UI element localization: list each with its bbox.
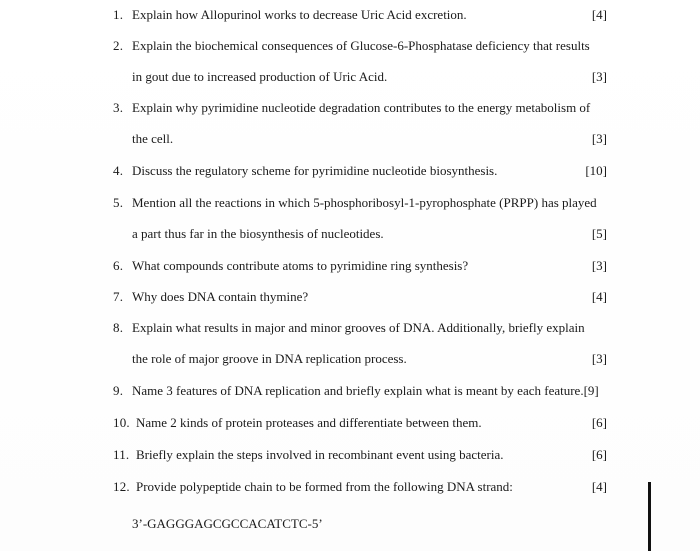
question-3-continued <box>0 130 700 148</box>
question-12 <box>0 478 700 496</box>
question-number: 5. <box>113 195 124 210</box>
question-number: 7. <box>113 289 124 304</box>
question-text: Provide polypeptide chain to be formed from the following DNA strand: <box>136 479 513 494</box>
question-text: Mention all the reactions in which 5-phosphoribosyl-1-pyrophosphate (PRPP) has played <box>132 195 597 210</box>
question-5-continued <box>0 225 700 243</box>
question-2 <box>0 37 700 55</box>
question-marks: [3] <box>591 351 607 366</box>
question-1 <box>0 6 700 24</box>
question-marks: [3] <box>591 131 607 146</box>
question-marks: [6] <box>591 415 607 430</box>
question-marks: [4] <box>591 7 607 22</box>
question-text: a part thus far in the biosynthesis of nucleotides. <box>132 226 384 241</box>
question-number: 4. <box>113 163 124 178</box>
question-text: Why does DNA contain thymine? <box>132 289 309 304</box>
question-text: Explain why pyrimidine nucleotide degradation contributes to the energy metabolism of <box>132 100 591 115</box>
question-text: Explain what results in major and minor grooves of DNA. Additionally, briefly explain <box>132 320 585 335</box>
question-marks: [10] <box>585 163 607 178</box>
question-number: 2. <box>113 38 124 53</box>
question-6 <box>0 257 700 275</box>
question-number: 6. <box>113 258 124 273</box>
question-text: the role of major groove in DNA replication process. <box>132 351 407 366</box>
page-edge-divider <box>648 482 651 551</box>
question-number: 12. <box>113 479 130 494</box>
question-11 <box>0 446 700 464</box>
dna-strand: 3’-GAGGGAGCGCCACATCTC-5’ <box>132 516 323 531</box>
question-4 <box>0 162 700 180</box>
question-text: Briefly explain the steps involved in recombinant event using bacteria. <box>136 447 504 462</box>
question-marks: [5] <box>591 226 607 241</box>
question-8-continued <box>0 350 700 368</box>
question-text: Name 3 features of DNA replication and briefly explain what is meant by each feature.[9] <box>132 383 599 398</box>
question-text: in gout due to increased production of Uric Acid. <box>132 69 388 84</box>
question-marks: [4] <box>591 289 607 304</box>
question-marks: [3] <box>591 69 607 84</box>
question-marks: [6] <box>591 447 607 462</box>
question-marks: [4] <box>591 479 607 494</box>
question-text: Name 2 kinds of protein proteases and differentiate between them. <box>136 415 482 430</box>
question-number: 3. <box>113 100 124 115</box>
question-text: Explain the biochemical consequences of Glucose-6-Phosphatase deficiency that results <box>132 38 590 53</box>
question-text: What compounds contribute atoms to pyrimidine ring synthesis? <box>132 258 469 273</box>
question-7 <box>0 288 700 306</box>
question-text: the cell. <box>132 131 174 146</box>
question-5 <box>0 194 700 212</box>
question-number: 11. <box>113 447 130 462</box>
question-number: 8. <box>113 320 124 335</box>
question-number: 10. <box>113 415 130 430</box>
question-number: 1. <box>113 7 124 22</box>
question-text: Explain how Allopurinol works to decrease Uric Acid excretion. <box>132 7 467 22</box>
question-3 <box>0 99 700 117</box>
question-2-continued <box>0 68 700 86</box>
question-text: Discuss the regulatory scheme for pyrimidine nucleotide biosynthesis. <box>132 163 498 178</box>
question-8 <box>0 319 700 337</box>
question-number: 9. <box>113 383 124 398</box>
question-9 <box>0 382 700 400</box>
question-10 <box>0 414 700 432</box>
question-marks: [3] <box>591 258 607 273</box>
